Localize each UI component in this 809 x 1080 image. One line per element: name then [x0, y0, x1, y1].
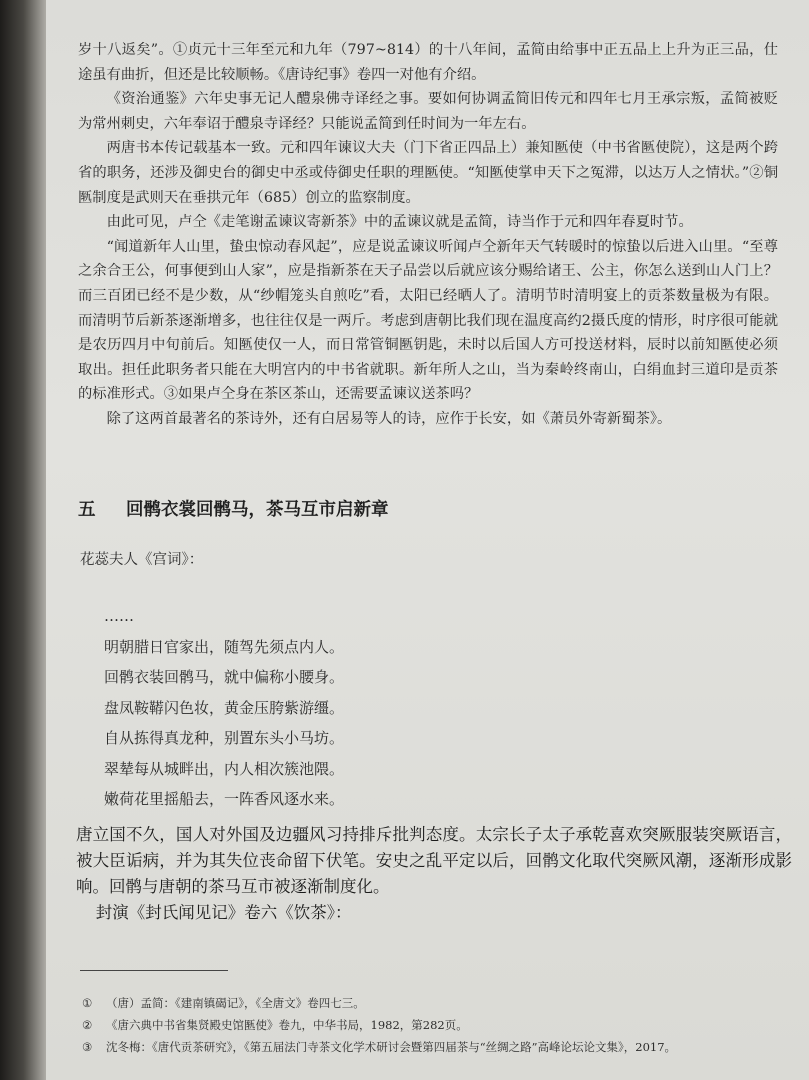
paragraph: 《资治通鉴》六年史事无记人醴泉佛寺译经之事。要如何协调孟简旧传元和四年七月王承宗叛，孟简被贬为常州刺史，六年奉诏于醴泉寺译经？只能说孟简到任时间为一年左右。: [78, 91, 778, 132]
footnote-mark: ②: [82, 1018, 93, 1032]
paragraph: 两唐书本传记载基本一致。元和四年谏议大夫（门下省正四品上）兼知匦使（中书省匦使院），这是两个跨省的职务，还涉及御史台的御史中丞或侍御史任职的理匦使。“知匦使掌申天下之冤滞，以达万人之情状。”②铜匦制度是武则天在垂拱元年（685）创立的监察制度。: [78, 140, 778, 206]
poem-line: 翠辇每从城畔出，内人相次簇池隈。: [104, 759, 345, 778]
upper-text-block: [78, 38, 778, 432]
poem-source: 花蕊夫人《宫词》：: [80, 552, 204, 568]
paragraph: 除了这两首最著名的茶诗外，还有白居易等人的诗，应作于长安，如《萧员外寄新蜀茶》。: [106, 410, 672, 427]
section-heading: [78, 496, 389, 521]
footnote-mark: ①: [82, 996, 93, 1010]
footnote-text: 《唐六典中书省集贤殿史馆匦使》卷九，中华书局，1982，第282页。: [106, 1018, 468, 1032]
poem-line: 嫩荷花里摇船去，一阵香风逐水来。: [104, 790, 345, 808]
footnote-text: 沈冬梅：《唐代贡茶研究》，《第五届法门寺茶文化学术研讨会暨第四届茶与“丝绸之路”高峰论坛论文集》，2017。: [106, 1040, 677, 1054]
poem-line: ……: [104, 607, 134, 625]
poem-line: 回鹘衣装回鹘马，就中偏称小腰身。: [104, 668, 345, 686]
poem-block: [104, 601, 344, 815]
footnote-mark: ③: [82, 1040, 93, 1054]
footnote: [82, 1036, 782, 1058]
book-page: [46, 0, 809, 1080]
lower-text-block: [76, 822, 792, 926]
poem-line: 盘凤鞍鞯闪色妆，黄金压胯紫游缰。: [104, 698, 345, 717]
section-title: 回鹘衣裳回鹘马，茶马互市启新章: [126, 500, 389, 520]
footnote: [82, 1014, 782, 1036]
section-number: 五: [78, 500, 96, 520]
paragraph: “闻道新年人山里，蛰虫惊动春风起”，应是说孟谏议听闻卢仝新年天气转暖时的惊蛰以后进入山里。“至尊之余合王公，何事便到山人家”，应是指新茶在天子品尝以后就应该分赐给诸王、公主，你怎么送到山人门上？而三百团已经不是少数，从“纱帽笼头自煎吃”看，太阳已经晒人了。清明节时清明宴上的贡茶数量极为有限。而清明节后新茶逐渐增多，也往往仅是一两斤。考虑到唐朝比我们现在温度高约2摄氏度的情形，时序很可能就是农历四月中旬前后。知匦使仅一人，而日常管铜匦钥匙，未时以后国人方可投送材料，辰时以前知匦使必须取出。担任此职务者只能在大明宫内的中书省就职。新年所人之山，当为秦岭终南山，白绢血封三道印是贡茶的标准形式。③如果卢仝身在茶区茶山，还需要孟谏议送茶吗？: [78, 238, 778, 403]
paragraph: 岁十八返矣”。①贞元十三年至元和九年（797~814）的十八年间，孟简由给事中正五品上上升为正三品，仕途虽有曲折，但还是比较顺畅。《唐诗纪事》卷四一对他有介绍。: [78, 42, 778, 83]
footnote-text: （唐）孟简：《建南镇碣记》，《全唐文》卷四七三。: [106, 996, 365, 1010]
poem-line: 明朝腊日官家出，随驾先须点内人。: [104, 637, 345, 656]
paragraph: 封演《封氏闻见记》卷六《饮茶》：: [95, 903, 352, 922]
footnotes: [82, 992, 782, 1058]
footnote: [82, 992, 782, 1014]
poem-line: 自从拣得真龙种，别置东头小马坊。: [104, 729, 345, 747]
book-gutter-shadow: [0, 0, 52, 1080]
paragraph: 唐立国不久，国人对外国及边疆风习持排斥批判态度。太宗长子太子承乾喜欢突厥服装突厥语言，被大臣诟病，并为其失位丧命留下伏笔。安史之乱平定以后，回鹘文化取代突厥风潮，逐渐形成影响。回鹘与唐朝的茶马互市被逐渐制度化。: [76, 825, 792, 896]
footnote-divider: [80, 970, 228, 971]
paragraph: 由此可见，卢仝《走笔谢孟谏议寄新茶》中的孟谏议就是孟简，诗当作于元和四年春夏时节。: [106, 214, 693, 231]
